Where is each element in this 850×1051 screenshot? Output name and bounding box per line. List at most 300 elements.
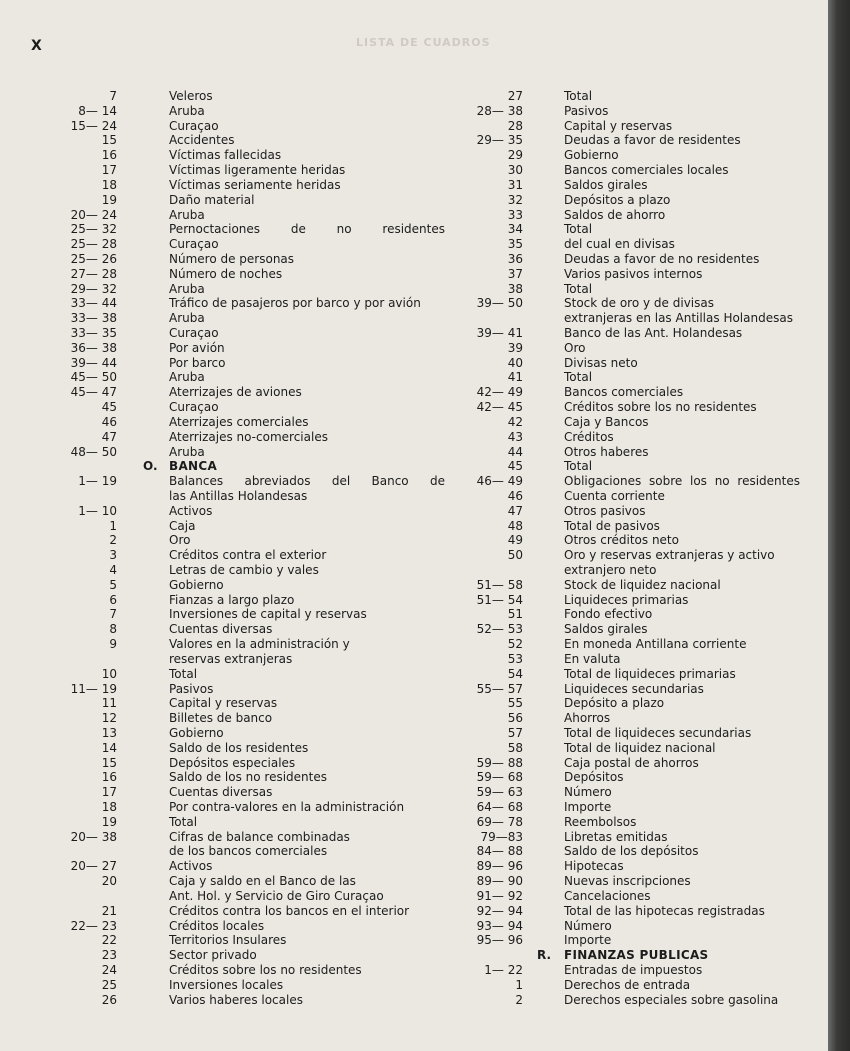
- table-range: 10: [101, 666, 117, 681]
- table-range: 57: [507, 725, 523, 740]
- table-range: 46: [507, 488, 523, 503]
- table-title: Deudas a favor de no residentes: [564, 251, 760, 266]
- list-item: [470, 178, 815, 193]
- table-range: 48: [507, 518, 523, 533]
- table-title: Caja y Bancos: [564, 414, 649, 429]
- table-range: 15: [101, 133, 117, 148]
- table-title: Aruba: [169, 370, 205, 385]
- table-range: 51: [507, 607, 523, 622]
- table-range: 43: [507, 429, 523, 444]
- table-range: 25— 26: [70, 251, 117, 266]
- list-item: [30, 282, 445, 297]
- table-range: 84— 88: [476, 844, 523, 859]
- list-item: [30, 504, 445, 519]
- list-item: [30, 741, 445, 756]
- table-title: Cuentas diversas: [169, 622, 273, 637]
- table-range: 93— 94: [476, 918, 523, 933]
- table-title: Caja postal de ahorros: [564, 755, 699, 770]
- table-title: Total: [564, 222, 593, 237]
- table-title: Derechos especiales sobre gasolina: [564, 992, 779, 1007]
- table-range: 48— 50: [70, 444, 117, 459]
- list-item: [470, 474, 815, 489]
- list-item: [30, 341, 445, 356]
- table-range: 14: [101, 740, 117, 755]
- table-title: Banco de las Ant. Holandesas: [564, 326, 743, 340]
- list-item: [470, 919, 815, 934]
- list-item: [30, 874, 445, 889]
- list-item: [30, 400, 445, 415]
- table-range: 29— 32: [70, 281, 117, 296]
- list-item: [470, 933, 815, 948]
- list-item: [30, 489, 445, 504]
- table-range: 25— 28: [70, 237, 117, 252]
- table-range: 42— 49: [476, 385, 523, 400]
- list-item: [30, 993, 445, 1008]
- list-item: [470, 504, 815, 519]
- table-title: Aterrizajes comerciales: [169, 414, 309, 429]
- table-range: 28— 38: [476, 103, 523, 118]
- table-range: 45: [101, 400, 117, 415]
- table-title: Caja: [169, 518, 196, 533]
- table-range: 13: [101, 725, 117, 740]
- table-title: Número de noches: [169, 266, 283, 281]
- list-item: [30, 548, 445, 563]
- list-item: [30, 800, 445, 815]
- list-item: [470, 904, 815, 919]
- list-item: [30, 578, 445, 593]
- table-title: Oro: [169, 533, 191, 548]
- table-title: Capital y reservas: [564, 118, 673, 133]
- table-range: 51— 54: [476, 592, 523, 607]
- list-item: [30, 682, 445, 697]
- list-item: [30, 326, 445, 341]
- list-item: [30, 430, 445, 445]
- table-title: Créditos sobre los no residentes: [564, 400, 757, 415]
- list-item: [30, 119, 445, 134]
- list-item: [30, 133, 445, 148]
- table-title: Oro y reservas extranjeras y activo: [564, 548, 775, 563]
- section-letter: O.: [143, 459, 158, 474]
- list-item: [470, 430, 815, 445]
- table-title: Sector privado: [169, 948, 257, 963]
- table-range: 6: [109, 592, 117, 607]
- list-item: [470, 726, 815, 741]
- table-title: Pasivos: [564, 103, 609, 118]
- table-title: Depósito a plazo: [564, 696, 665, 711]
- table-range: 45— 50: [70, 370, 117, 385]
- table-title: Créditos locales: [169, 918, 265, 933]
- list-item: [470, 326, 815, 341]
- table-title: Billetes de banco: [169, 711, 273, 726]
- list-item: [470, 756, 815, 771]
- table-range: 52— 53: [476, 622, 523, 637]
- list-item: [470, 563, 815, 578]
- table-title: Cancelaciones: [564, 888, 651, 903]
- table-range: 30: [507, 163, 523, 178]
- list-item: [30, 622, 445, 637]
- table-range: 19: [101, 192, 117, 207]
- book-binding: [828, 0, 850, 1051]
- table-title: En moneda Antillana corriente: [564, 637, 747, 652]
- table-range: 69— 78: [476, 814, 523, 829]
- list-item: [30, 208, 445, 223]
- table-title: Cuentas diversas: [169, 785, 273, 800]
- table-title: extranjero neto: [564, 563, 657, 577]
- table-title: Varios haberes locales: [169, 992, 303, 1007]
- table-title: Valores en la administración y: [169, 637, 350, 652]
- table-range: 89— 90: [476, 874, 523, 889]
- table-range: 39— 44: [70, 355, 117, 370]
- table-range: 20— 27: [70, 859, 117, 874]
- table-title: Total: [169, 814, 198, 829]
- table-title: Activos: [169, 859, 213, 874]
- table-range: 55— 57: [476, 681, 523, 696]
- list-item: [30, 889, 445, 904]
- table-range: 7: [109, 89, 117, 103]
- list-item: [30, 385, 445, 400]
- section-heading: [30, 459, 445, 474]
- table-range: 2: [515, 992, 523, 1007]
- list-item: [30, 711, 445, 726]
- table-title: Saldos de ahorro: [564, 207, 666, 222]
- list-item: [30, 770, 445, 785]
- list-item: [470, 978, 815, 993]
- list-item: [470, 815, 815, 830]
- table-range: 31: [507, 177, 523, 192]
- page-number: X: [31, 38, 43, 54]
- table-title: Hipotecas: [564, 859, 624, 874]
- table-range: 49: [507, 533, 523, 548]
- list-item: [30, 356, 445, 371]
- table-title: Aterrizajes de aviones: [169, 385, 302, 400]
- table-range: 22— 23: [70, 918, 117, 933]
- table-title: de los bancos comerciales: [169, 844, 328, 859]
- list-item: [30, 963, 445, 978]
- list-item: [30, 252, 445, 267]
- table-title: Saldo de los no residentes: [169, 770, 327, 785]
- table-range: 32: [507, 192, 523, 207]
- table-range: 44: [507, 444, 523, 459]
- table-range: 2: [109, 533, 117, 548]
- table-range: 91— 92: [476, 888, 523, 903]
- table-title: Fianzas a largo plazo: [169, 592, 295, 607]
- table-range: 12: [101, 711, 117, 726]
- table-range: 47: [101, 429, 117, 444]
- list-item: [470, 445, 815, 460]
- table-title: las Antillas Holandesas: [169, 488, 308, 503]
- table-range: 34: [507, 222, 523, 237]
- table-title: Aruba: [169, 103, 205, 118]
- table-title: Otros haberes: [564, 444, 649, 459]
- table-range: 7: [109, 607, 117, 622]
- table-range: 17: [101, 163, 117, 178]
- list-item: [470, 296, 815, 311]
- table-title: Aruba: [169, 444, 205, 459]
- list-item: [470, 830, 815, 845]
- table-title: del cual en divisas: [564, 237, 675, 252]
- table-title: Créditos contra el exterior: [169, 548, 327, 563]
- table-range: 35: [507, 237, 523, 252]
- list-item: [30, 519, 445, 534]
- table-range: 45: [507, 459, 523, 474]
- table-title: reservas extranjeras: [169, 651, 293, 666]
- list-item: [470, 711, 815, 726]
- table-title: Liquideces secundarias: [564, 681, 704, 696]
- table-title: Fondo efectivo: [564, 607, 653, 622]
- table-title: Gobierno: [564, 148, 619, 163]
- list-item: [470, 208, 815, 223]
- table-range: 17: [101, 785, 117, 800]
- list-item: [470, 682, 815, 697]
- list-item: [30, 104, 445, 119]
- table-range: 29— 35: [476, 133, 523, 148]
- table-range: 3: [109, 548, 117, 563]
- table-range: 79—83: [480, 829, 523, 844]
- list-item: [30, 267, 445, 282]
- list-item: [470, 637, 815, 652]
- table-title: Stock de oro y de divisas: [564, 296, 714, 311]
- list-item: [470, 341, 815, 356]
- table-range: 16: [101, 148, 117, 163]
- table-title: Número: [564, 785, 612, 800]
- list-item: [30, 445, 445, 460]
- table-range: 18: [101, 800, 117, 814]
- list-item: [30, 756, 445, 771]
- table-title: Oro: [564, 340, 586, 355]
- table-range: 53: [507, 651, 523, 666]
- table-range: 26: [101, 992, 117, 1007]
- list-item: [470, 770, 815, 785]
- table-range: 33— 35: [70, 326, 117, 340]
- table-title: Otros créditos neto: [564, 533, 679, 548]
- table-range: 54: [507, 666, 523, 681]
- list-item: [470, 578, 815, 593]
- table-title: Total: [564, 281, 593, 296]
- table-title: Depósitos a plazo: [564, 192, 671, 207]
- table-range: 55: [507, 696, 523, 711]
- list-item: [470, 252, 815, 267]
- table-range: 42— 45: [476, 400, 523, 415]
- table-title: Importe: [564, 800, 612, 814]
- table-title: Pernoctaciones de no residentes: [169, 222, 445, 237]
- list-item: [30, 652, 445, 667]
- list-item: [470, 489, 815, 504]
- list-item: [30, 815, 445, 830]
- list-item: [30, 563, 445, 578]
- table-range: 38: [507, 281, 523, 296]
- table-title: Víctimas seriamente heridas: [169, 177, 341, 192]
- list-item: [30, 89, 445, 104]
- table-range: 47: [507, 503, 523, 518]
- list-item: [470, 533, 815, 548]
- table-range: 45— 47: [70, 385, 117, 400]
- table-range: 28: [507, 118, 523, 133]
- table-range: 89— 96: [476, 859, 523, 874]
- table-range: 36— 38: [70, 340, 117, 355]
- table-range: 5: [109, 577, 117, 592]
- table-title: Obligaciones sobre los no residentes: [564, 474, 800, 489]
- list-item: [30, 311, 445, 326]
- list-item: [470, 874, 815, 889]
- list-item: [470, 222, 815, 237]
- list-item: [470, 148, 815, 163]
- table-title: Número de personas: [169, 251, 295, 266]
- table-title: Territorios Insulares: [169, 933, 287, 948]
- list-item: [30, 222, 445, 237]
- table-title: Entradas de impuestos: [564, 962, 703, 977]
- table-title: Reembolsos: [564, 814, 637, 829]
- table-title: Total: [564, 459, 593, 474]
- list-item: [470, 267, 815, 282]
- list-item: [470, 133, 815, 148]
- list-item: [470, 89, 815, 104]
- table-title: Créditos: [564, 429, 614, 444]
- list-item: [30, 637, 445, 652]
- list-item: [470, 741, 815, 756]
- list-item: [30, 978, 445, 993]
- list-item: [30, 415, 445, 430]
- list-item: [30, 667, 445, 682]
- table-range: 8: [109, 622, 117, 637]
- list-item: [30, 148, 445, 163]
- list-item: [470, 622, 815, 637]
- list-item: [470, 400, 815, 415]
- table-range: 11— 19: [70, 681, 117, 696]
- list-item: [30, 726, 445, 741]
- table-title: Aruba: [169, 281, 205, 296]
- table-title: Curaçao: [169, 237, 219, 252]
- table-title: Aruba: [169, 311, 205, 326]
- list-item: [470, 119, 815, 134]
- table-range: 27: [507, 89, 523, 103]
- list-item: [470, 163, 815, 178]
- table-title: Cifras de balance combinadas: [169, 829, 350, 844]
- table-title: Deudas a favor de residentes: [564, 133, 741, 148]
- table-range: 64— 68: [476, 800, 523, 814]
- table-range: 56: [507, 711, 523, 726]
- list-item: [470, 385, 815, 400]
- list-item: [30, 785, 445, 800]
- list-item: [30, 844, 445, 859]
- table-range: 23: [101, 948, 117, 963]
- table-title: Total: [169, 666, 198, 681]
- table-range: 25— 32: [70, 222, 117, 237]
- table-title: Saldos girales: [564, 622, 648, 637]
- table-range: 39: [507, 340, 523, 355]
- table-range: 52: [507, 637, 523, 652]
- list-item: [470, 459, 815, 474]
- table-title: Cuenta corriente: [564, 488, 665, 503]
- list-item: [30, 163, 445, 178]
- list-item: [30, 296, 445, 311]
- table-title: Capital y reservas: [169, 696, 278, 711]
- table-title: Total: [564, 370, 593, 385]
- list-item: [470, 370, 815, 385]
- table-title: Curaçao: [169, 326, 219, 340]
- table-range: 15— 24: [70, 118, 117, 133]
- table-range: 1— 19: [78, 474, 117, 489]
- list-item: [30, 370, 445, 385]
- table-title: Total de liquideces primarias: [564, 666, 736, 681]
- table-range: 18: [101, 177, 117, 192]
- table-title: Curaçao: [169, 118, 219, 133]
- section-letter: R.: [537, 948, 552, 963]
- list-item: [470, 607, 815, 622]
- list-item: [470, 667, 815, 682]
- list-item: [30, 830, 445, 845]
- table-title: Número: [564, 918, 612, 933]
- table-title: Gobierno: [169, 577, 224, 592]
- list-item: [470, 696, 815, 711]
- table-range: 4: [109, 563, 117, 577]
- table-title: extranjeras en las Antillas Holandesas: [564, 311, 793, 326]
- table-range: 59— 88: [476, 755, 523, 770]
- table-range: 50: [507, 548, 523, 563]
- table-title: Liquideces primarias: [564, 592, 689, 607]
- table-title: En valuta: [564, 651, 621, 666]
- list-item: [470, 282, 815, 297]
- table-title: Por avión: [169, 340, 225, 355]
- table-title: Saldo de los depósitos: [564, 844, 699, 859]
- table-title: Inversiones de capital y reservas: [169, 607, 367, 622]
- table-range: 37: [507, 266, 523, 281]
- list-item: [30, 237, 445, 252]
- table-range: 29: [507, 148, 523, 163]
- table-title: Otros pasivos: [564, 503, 646, 518]
- list-item: [470, 548, 815, 563]
- list-item: [470, 889, 815, 904]
- table-title: Gobierno: [169, 725, 224, 740]
- table-range: 95— 96: [476, 933, 523, 948]
- table-title: Total: [564, 89, 593, 103]
- table-range: 51— 58: [476, 577, 523, 592]
- table-range: 24: [101, 962, 117, 977]
- table-range: 22: [101, 933, 117, 948]
- table-range: 1— 10: [78, 503, 117, 518]
- table-title: Depósitos especiales: [169, 755, 296, 770]
- table-title: Tráfico de pasajeros por barco y por avión: [169, 296, 421, 311]
- table-title: Curaçao: [169, 400, 219, 415]
- table-title: Por barco: [169, 355, 226, 370]
- table-title: Veleros: [169, 89, 213, 103]
- list-item: [470, 104, 815, 119]
- table-range: 41: [507, 370, 523, 385]
- table-range: 46: [101, 414, 117, 429]
- table-range: 1— 22: [484, 962, 523, 977]
- table-title: Ant. Hol. y Servicio de Giro Curaçao: [169, 888, 384, 903]
- table-title: Total de las hipotecas registradas: [564, 903, 765, 918]
- table-title: Daño material: [169, 192, 255, 207]
- list-item: [470, 356, 815, 371]
- table-title: Depósitos: [564, 770, 624, 785]
- table-range: 39— 50: [476, 296, 523, 311]
- table-title: Divisas neto: [564, 355, 638, 370]
- table-title: Importe: [564, 933, 612, 948]
- list-item: [470, 844, 815, 859]
- table-title: Bancos comerciales: [564, 385, 684, 400]
- table-range: 25: [101, 977, 117, 992]
- table-range: 19: [101, 814, 117, 829]
- table-range: 20— 38: [70, 829, 117, 844]
- table-title: Saldos girales: [564, 177, 648, 192]
- table-title: Balances abreviados del Banco de: [169, 474, 445, 489]
- table-range: 1: [109, 518, 117, 533]
- section-title: BANCA: [169, 459, 218, 474]
- table-title: Inversiones locales: [169, 977, 284, 992]
- table-title: Por contra-valores en la administración: [169, 800, 405, 814]
- list-item: [30, 193, 445, 208]
- list-item: [30, 474, 445, 489]
